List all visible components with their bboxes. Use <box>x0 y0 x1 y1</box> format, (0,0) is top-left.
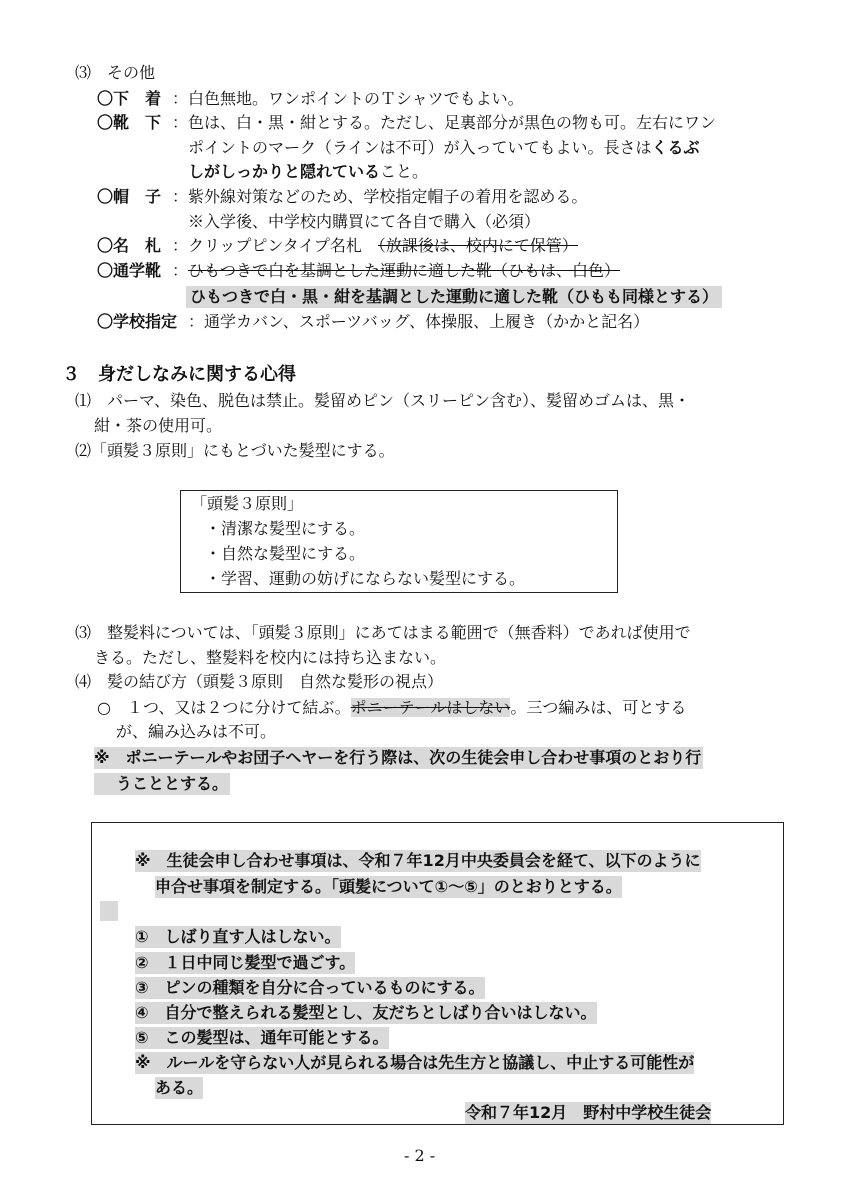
council-rule-3: ③ ピンの種類を自分に合っているものにする。 <box>135 978 485 997</box>
council-signature: 令和７年12月 野村中学校生徒会 <box>465 1103 712 1122</box>
grooming-title: ３ 身だしなみに関する心得 <box>62 364 296 385</box>
kutsushita-text-2 <box>188 137 700 159</box>
grooming-item-4-line-2: が、編み込みは不可。 <box>116 722 277 741</box>
tsuugaku-strike: ひもつきで白を基調とした運動に適した靴（ひもは、白色） <box>188 261 621 280</box>
grooming-item-3-line-2: きる。ただし、整髪料を校内には持ち込まない。 <box>94 648 447 667</box>
tsuugaku-new: ひもつきで白・黒・紺を基調とした運動に適した靴（ひもも同様とする） <box>186 286 722 308</box>
kutsushita-tail: こと。 <box>380 162 429 181</box>
ponytail-note-line-1: ※ ポニーテールやお団子ヘヤーを行う際は、次の生徒会申し合わせ事項のとおり行 <box>94 748 702 767</box>
nafuda-text <box>172 235 578 257</box>
kutsushita-bold-1: くるぶ <box>651 138 700 157</box>
hair-principle-1: ・清潔な髪型にする。 <box>205 519 366 538</box>
item-4-bullet-text: ○ １つ、又は２つに分けて結ぶ。 <box>97 698 351 717</box>
nafuda-label: 〇名 札 <box>97 236 162 255</box>
tsuugaku-old <box>172 260 620 282</box>
kutsushita-bold-2: しがしっかりと隠れている <box>188 162 381 181</box>
shitagi-label: 〇下 着 <box>97 89 162 108</box>
hair-principles-title: 「頭髪３原則」 <box>191 494 304 513</box>
council-rule-4: ④ 自分で整えられる髪型とし、友だちとしばり合いはしない。 <box>135 1003 597 1022</box>
nafuda-main: ：クリップピンタイプ名札 <box>172 236 378 255</box>
shitei-text: ：通学カバン、スポーツバッグ、体操服、上履き（かかと記名） <box>188 312 650 331</box>
grooming-item-4-bullet <box>97 697 686 719</box>
kutsushita-text-2a: ポイントのマーク（ラインは不可）が入っていてもよい。長さは <box>188 138 652 157</box>
council-warning-line-1: ※ ルールを守らない人が見られる場合は先生方と協議し、中止する可能性が <box>135 1053 695 1072</box>
boushi-text-2: ※入学後、中学校内購買にて各自で購入（必須） <box>188 212 541 231</box>
grooming-item-2: ⑵「頭髪３原則」にもとづいた髪型にする。 <box>75 441 395 460</box>
council-intro-line-1: ※ 生徒会申し合わせ事項は、令和７年12月中央委員会を経て、以下のように <box>135 851 701 870</box>
tsuugaku-label: 〇通学靴 <box>97 261 162 280</box>
council-rule-5: ⑤ この髪型は、通年可能とする。 <box>135 1028 389 1047</box>
shitagi-text: ：白色無地。ワンポイントのＴシャツでもよい。 <box>172 89 524 108</box>
kutsushita-label: 〇靴 下 <box>97 113 162 132</box>
grooming-item-3-line-1: ⑶ 整髪料については、「頭髪３原則」にあてはまる範囲で（無香料）であれば使用で <box>75 623 691 642</box>
shitei-label: 〇学校指定 <box>97 312 178 331</box>
kutsushita-text-1: ：色は、白・黒・紺とする。ただし、足裏部分が黒色の物も可。左右にワン <box>172 113 717 132</box>
highlight-marker <box>100 901 118 921</box>
council-rule-1: ① しばり直す人はしない。 <box>135 927 341 946</box>
ponytail-note-line-2: うこととする。 <box>94 773 230 795</box>
nafuda-strike: （放課後は、校内にて保管） <box>377 236 578 255</box>
page-number: - 2 - <box>404 1146 436 1165</box>
hair-principle-2: ・自然な髪型にする。 <box>205 544 366 563</box>
other-heading: ⑶ その他 <box>75 63 156 82</box>
item-4-strike: ポニーテールはしない <box>350 698 511 717</box>
council-warning-line-2: ある。 <box>155 1078 204 1097</box>
grooming-item-1-line-2: 紺・茶の使用可。 <box>94 416 223 435</box>
grooming-item-4: ⑷ 髪の結び方（頭髪３原則 自然な髪形の視点） <box>75 672 444 691</box>
kutsushita-text-3 <box>188 161 428 183</box>
hair-principle-3: ・学習、運動の妨げにならない髪型にする。 <box>205 569 526 588</box>
council-intro-line-2: 申合せ事項を制定する。「頭髪について①～⑤」のとおりとする。 <box>155 877 622 896</box>
tsuugaku-colon: ： <box>172 261 189 280</box>
grooming-item-1-line-1: ⑴ パーマ、染色、脱色は禁止。髪留めピン（スリーピン含む）、髪留めゴムは、黒・ <box>75 391 691 410</box>
boushi-text-1: ：紫外線対策などのため、学校指定帽子の着用を認める。 <box>172 187 588 206</box>
boushi-label: 〇帽 子 <box>97 187 162 206</box>
council-rule-2: ② １日中同じ髪型で過ごす。 <box>135 953 356 972</box>
item-4-rest: 。三つ編みは、可とする <box>510 698 687 717</box>
